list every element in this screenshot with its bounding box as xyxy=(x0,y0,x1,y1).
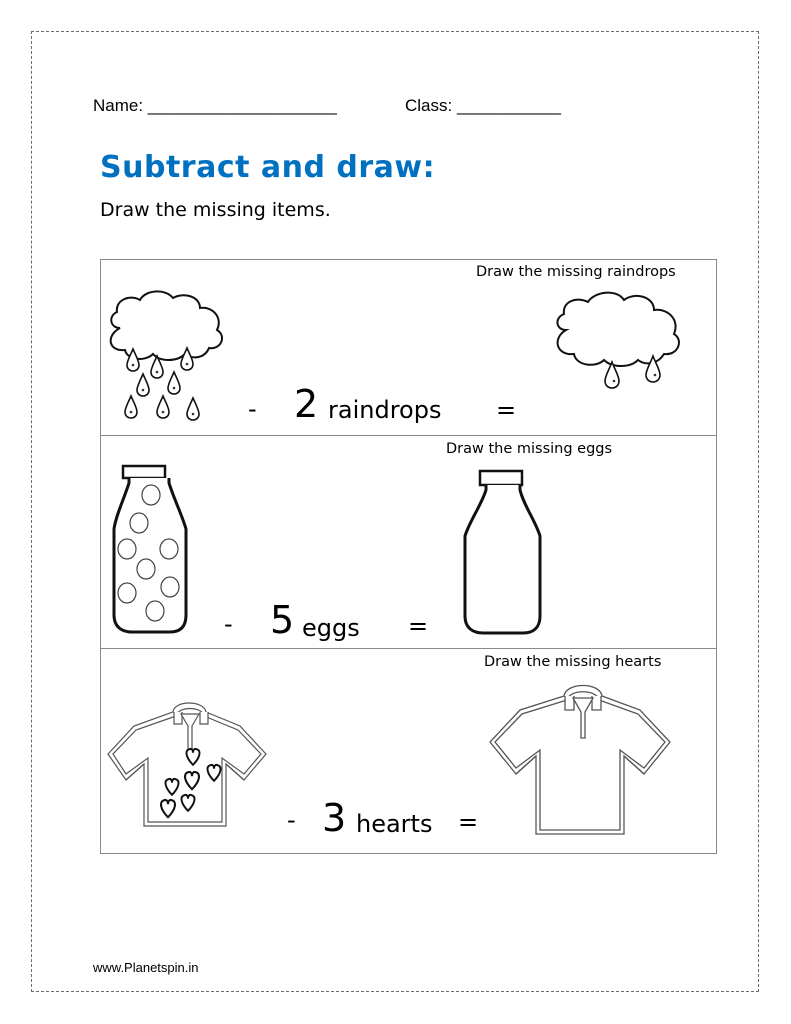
cloud-with-raindrops-icon xyxy=(105,288,235,428)
name-field-label: Name: ____________________ xyxy=(93,96,337,115)
instruction-text: Draw the missing eggs xyxy=(446,441,613,457)
unit-label: eggs xyxy=(302,614,360,642)
instruction-text: Draw the missing raindrops xyxy=(476,264,676,280)
equals-sign: = xyxy=(496,396,517,424)
row-divider xyxy=(100,648,717,649)
minus-sign: - xyxy=(287,806,296,834)
equals-sign: = xyxy=(408,612,429,640)
class-field-label: Class: ___________ xyxy=(405,96,561,115)
bottle-with-eggs-icon xyxy=(110,465,196,635)
equals-sign: = xyxy=(458,808,479,836)
empty-bottle-icon xyxy=(458,470,548,636)
footer-website: www.Planetspin.in xyxy=(93,960,199,975)
shirt-with-hearts-icon xyxy=(108,698,266,828)
empty-shirt-icon xyxy=(490,680,670,836)
page-title: Subtract and draw: xyxy=(100,150,436,185)
unit-label: hearts xyxy=(356,810,433,838)
instruction-text: Draw the missing hearts xyxy=(484,654,662,670)
page-subtitle: Draw the missing items. xyxy=(100,199,331,221)
cloud-with-raindrops-icon xyxy=(552,288,692,388)
subtract-number: 2 xyxy=(294,382,319,426)
subtract-number: 5 xyxy=(270,598,295,642)
row-divider xyxy=(100,435,717,436)
unit-label: raindrops xyxy=(328,396,442,424)
subtract-number: 3 xyxy=(322,796,347,840)
minus-sign: - xyxy=(224,610,233,638)
minus-sign: - xyxy=(248,395,257,423)
